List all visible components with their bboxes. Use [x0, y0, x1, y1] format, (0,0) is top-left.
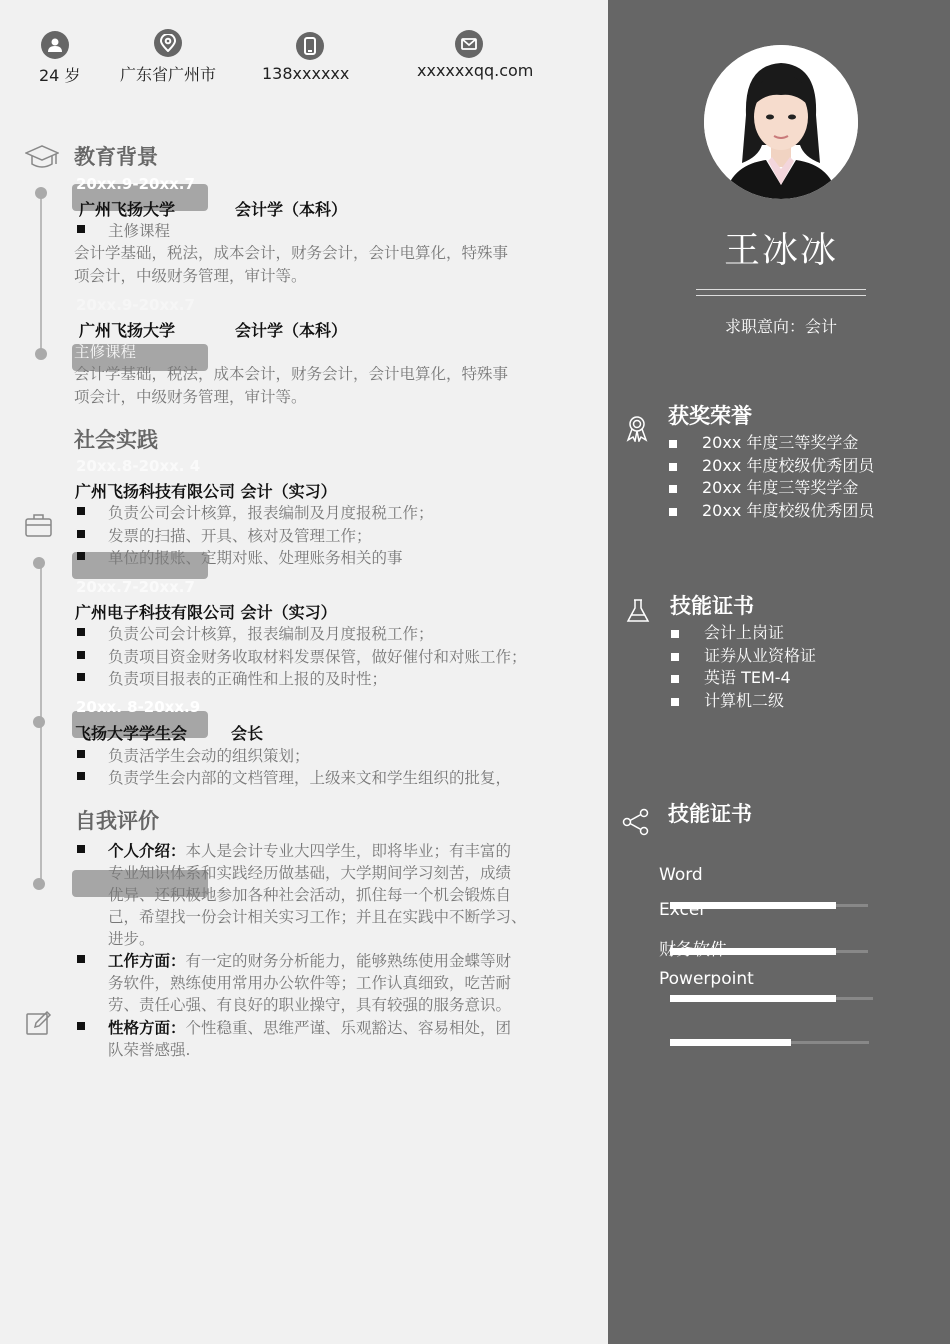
name-divider-top	[696, 289, 866, 290]
work-text: 劳、责任心强、有良好的职业操守，具有较强的服务意识。	[108, 996, 512, 1014]
course-label: 主修课程	[108, 222, 171, 240]
work-line	[108, 949, 511, 971]
award-icon	[624, 414, 650, 446]
bullet	[77, 845, 85, 853]
job-objective: 求职意向：会计	[724, 317, 837, 336]
work-label: 工作方面：	[108, 952, 186, 970]
practice-title: 广州电子科技有限公司 会计（实习）	[75, 603, 337, 622]
intro-text: 己，希望找一份会计相关实习工作；并且在实践中不断学习、	[108, 908, 527, 926]
award-item: 20xx 年度三等奖学金	[669, 477, 874, 500]
award-item: 20xx 年度校级优秀团员	[669, 500, 874, 523]
personality-label: 性格方面：	[108, 1019, 186, 1037]
practice-org: 飞扬大学学生会	[75, 724, 188, 743]
personality-text: 个性稳重、思维严谨、乐观豁达、容易相处，团	[185, 1019, 512, 1037]
contact-phone: 138xxxxxx	[262, 64, 350, 83]
bullet	[77, 651, 85, 659]
education-major: 会计学（本科）	[235, 321, 348, 340]
intro-text: 专业知识体系和实践经历做基础，大学期间学习刻苦，成绩	[108, 864, 512, 882]
self-eval-heading: 自我评价	[75, 809, 159, 833]
contact-age: 24 岁	[39, 66, 81, 85]
award-item: 20xx 年度三等奖学金	[669, 432, 874, 455]
skill-label: Word	[659, 865, 703, 885]
timeline-dot	[33, 878, 45, 890]
certificates-heading: 技能证书	[670, 594, 754, 618]
practice-title: 广州飞扬科技有限公司 会计（实习）	[75, 482, 337, 501]
practice-item: 负责公司会计核算，报表编制及月度报税工作；	[108, 625, 434, 643]
award-item: 20xx 年度校级优秀团员	[669, 455, 874, 478]
certificate-item: 会计上岗证	[671, 622, 816, 645]
flask-icon	[626, 598, 650, 628]
courses-text: 会计学基础，税法，成本会计，财务会计，会计电算化，特殊事	[74, 365, 509, 383]
practice-date: 20xx. 8-20xx.9	[76, 698, 201, 716]
skill-bar-fill	[670, 1039, 791, 1046]
certificate-item: 英语 TEM-4	[671, 667, 816, 690]
timeline-line	[40, 193, 42, 355]
courses-text: 会计学基础，税法，成本会计，财务会计，会计电算化，特殊事	[74, 244, 509, 262]
edit-icon	[26, 1010, 52, 1040]
education-date: 20xx.9-20xx.7	[76, 296, 195, 314]
practice-item: 单位的报账、定期对账、处理账务相关的事	[108, 549, 403, 567]
phone-icon	[296, 32, 324, 60]
practice-date: 20xx.8-20xx. 4	[76, 457, 201, 475]
courses-text: 项会计，中级财务管理，审计等。	[74, 267, 307, 285]
practice-role: 会长	[231, 724, 264, 743]
personality-text: 队荣誉感强.	[108, 1041, 191, 1059]
intro-text: 本人是会计专业大四学生，即将毕业；有丰富的	[185, 842, 512, 860]
certificates-list	[671, 622, 816, 712]
skills-heading: 技能证书	[668, 802, 752, 826]
practice-item: 负责项目资金财务收取材料发票保管，做好催付和对账工作；	[108, 648, 527, 666]
skill-label: Excel	[659, 900, 705, 920]
practice-item: 负责活学生会动的组织策划；	[108, 747, 310, 765]
practice-item: 发票的扫描、开具、核对及管理工作；	[108, 527, 372, 545]
share-icon	[622, 808, 650, 840]
education-date: 20xx.9-20xx.7	[76, 175, 195, 193]
profile-photo	[704, 45, 858, 199]
work-text: 有一定的财务分析能力，能够熟练使用金蝶等财	[185, 952, 512, 970]
certificate-item: 证券从业资格证	[671, 645, 816, 668]
education-school: 广州飞扬大学	[79, 321, 176, 340]
profile-name: 王冰冰	[723, 230, 838, 271]
practice-item: 负责项目报表的正确性和上报的及时性；	[108, 670, 388, 688]
practice-date: 20xx.7-20xx.7	[76, 578, 195, 596]
bullet	[77, 955, 85, 963]
practice-item: 负责公司会计核算，报表编制及月度报税工作；	[108, 504, 434, 522]
personality-line	[108, 1016, 511, 1038]
bullet	[77, 530, 85, 538]
practice-item: 负责学生会内部的文档管理，上级来文和学生组织的批复，	[108, 769, 512, 787]
bullet	[77, 507, 85, 515]
name-divider-bottom	[696, 295, 866, 296]
skill-label: 财务软件	[659, 940, 727, 960]
education-heading: 教育背景	[74, 145, 158, 169]
timeline-dot	[33, 716, 45, 728]
bullet	[77, 673, 85, 681]
course-label: 主修课程	[74, 343, 137, 361]
awards-list	[669, 432, 874, 522]
contact-email: xxxxxxqq.com	[417, 61, 534, 80]
bullet	[77, 1022, 85, 1030]
practice-heading: 社会实践	[74, 428, 158, 452]
timeline-dot	[35, 348, 47, 360]
intro-label: 个人介绍：	[108, 842, 186, 860]
location-pin-icon	[154, 29, 182, 57]
user-icon	[41, 31, 69, 59]
skill-label: Powerpoint	[659, 969, 754, 989]
contact-location: 广东省广州市	[120, 65, 217, 84]
education-major: 会计学（本科）	[235, 200, 348, 219]
graduation-cap-icon	[25, 144, 59, 176]
bullet	[77, 772, 85, 780]
work-text: 务软件，熟练使用常用办公软件等；工作认真细致，吃苦耐	[108, 974, 512, 992]
bullet	[77, 750, 85, 758]
intro-text: 进步。	[108, 930, 155, 948]
education-school: 广州飞扬大学	[79, 200, 176, 219]
intro-text: 优异、还积极地参加各种社会活动，抓住每一个机会锻炼自	[108, 886, 512, 904]
awards-heading: 获奖荣誉	[668, 404, 752, 428]
intro-line	[108, 839, 511, 861]
certificate-item: 计算机二级	[671, 690, 816, 713]
skill-bar-fill	[670, 995, 836, 1002]
bullet	[77, 225, 85, 233]
courses-text: 项会计，中级财务管理，审计等。	[74, 388, 307, 406]
bullet	[77, 552, 85, 560]
briefcase-icon	[25, 512, 52, 542]
bullet	[77, 628, 85, 636]
mail-icon	[455, 30, 483, 58]
timeline-dot	[35, 187, 47, 199]
timeline-dot	[33, 557, 45, 569]
